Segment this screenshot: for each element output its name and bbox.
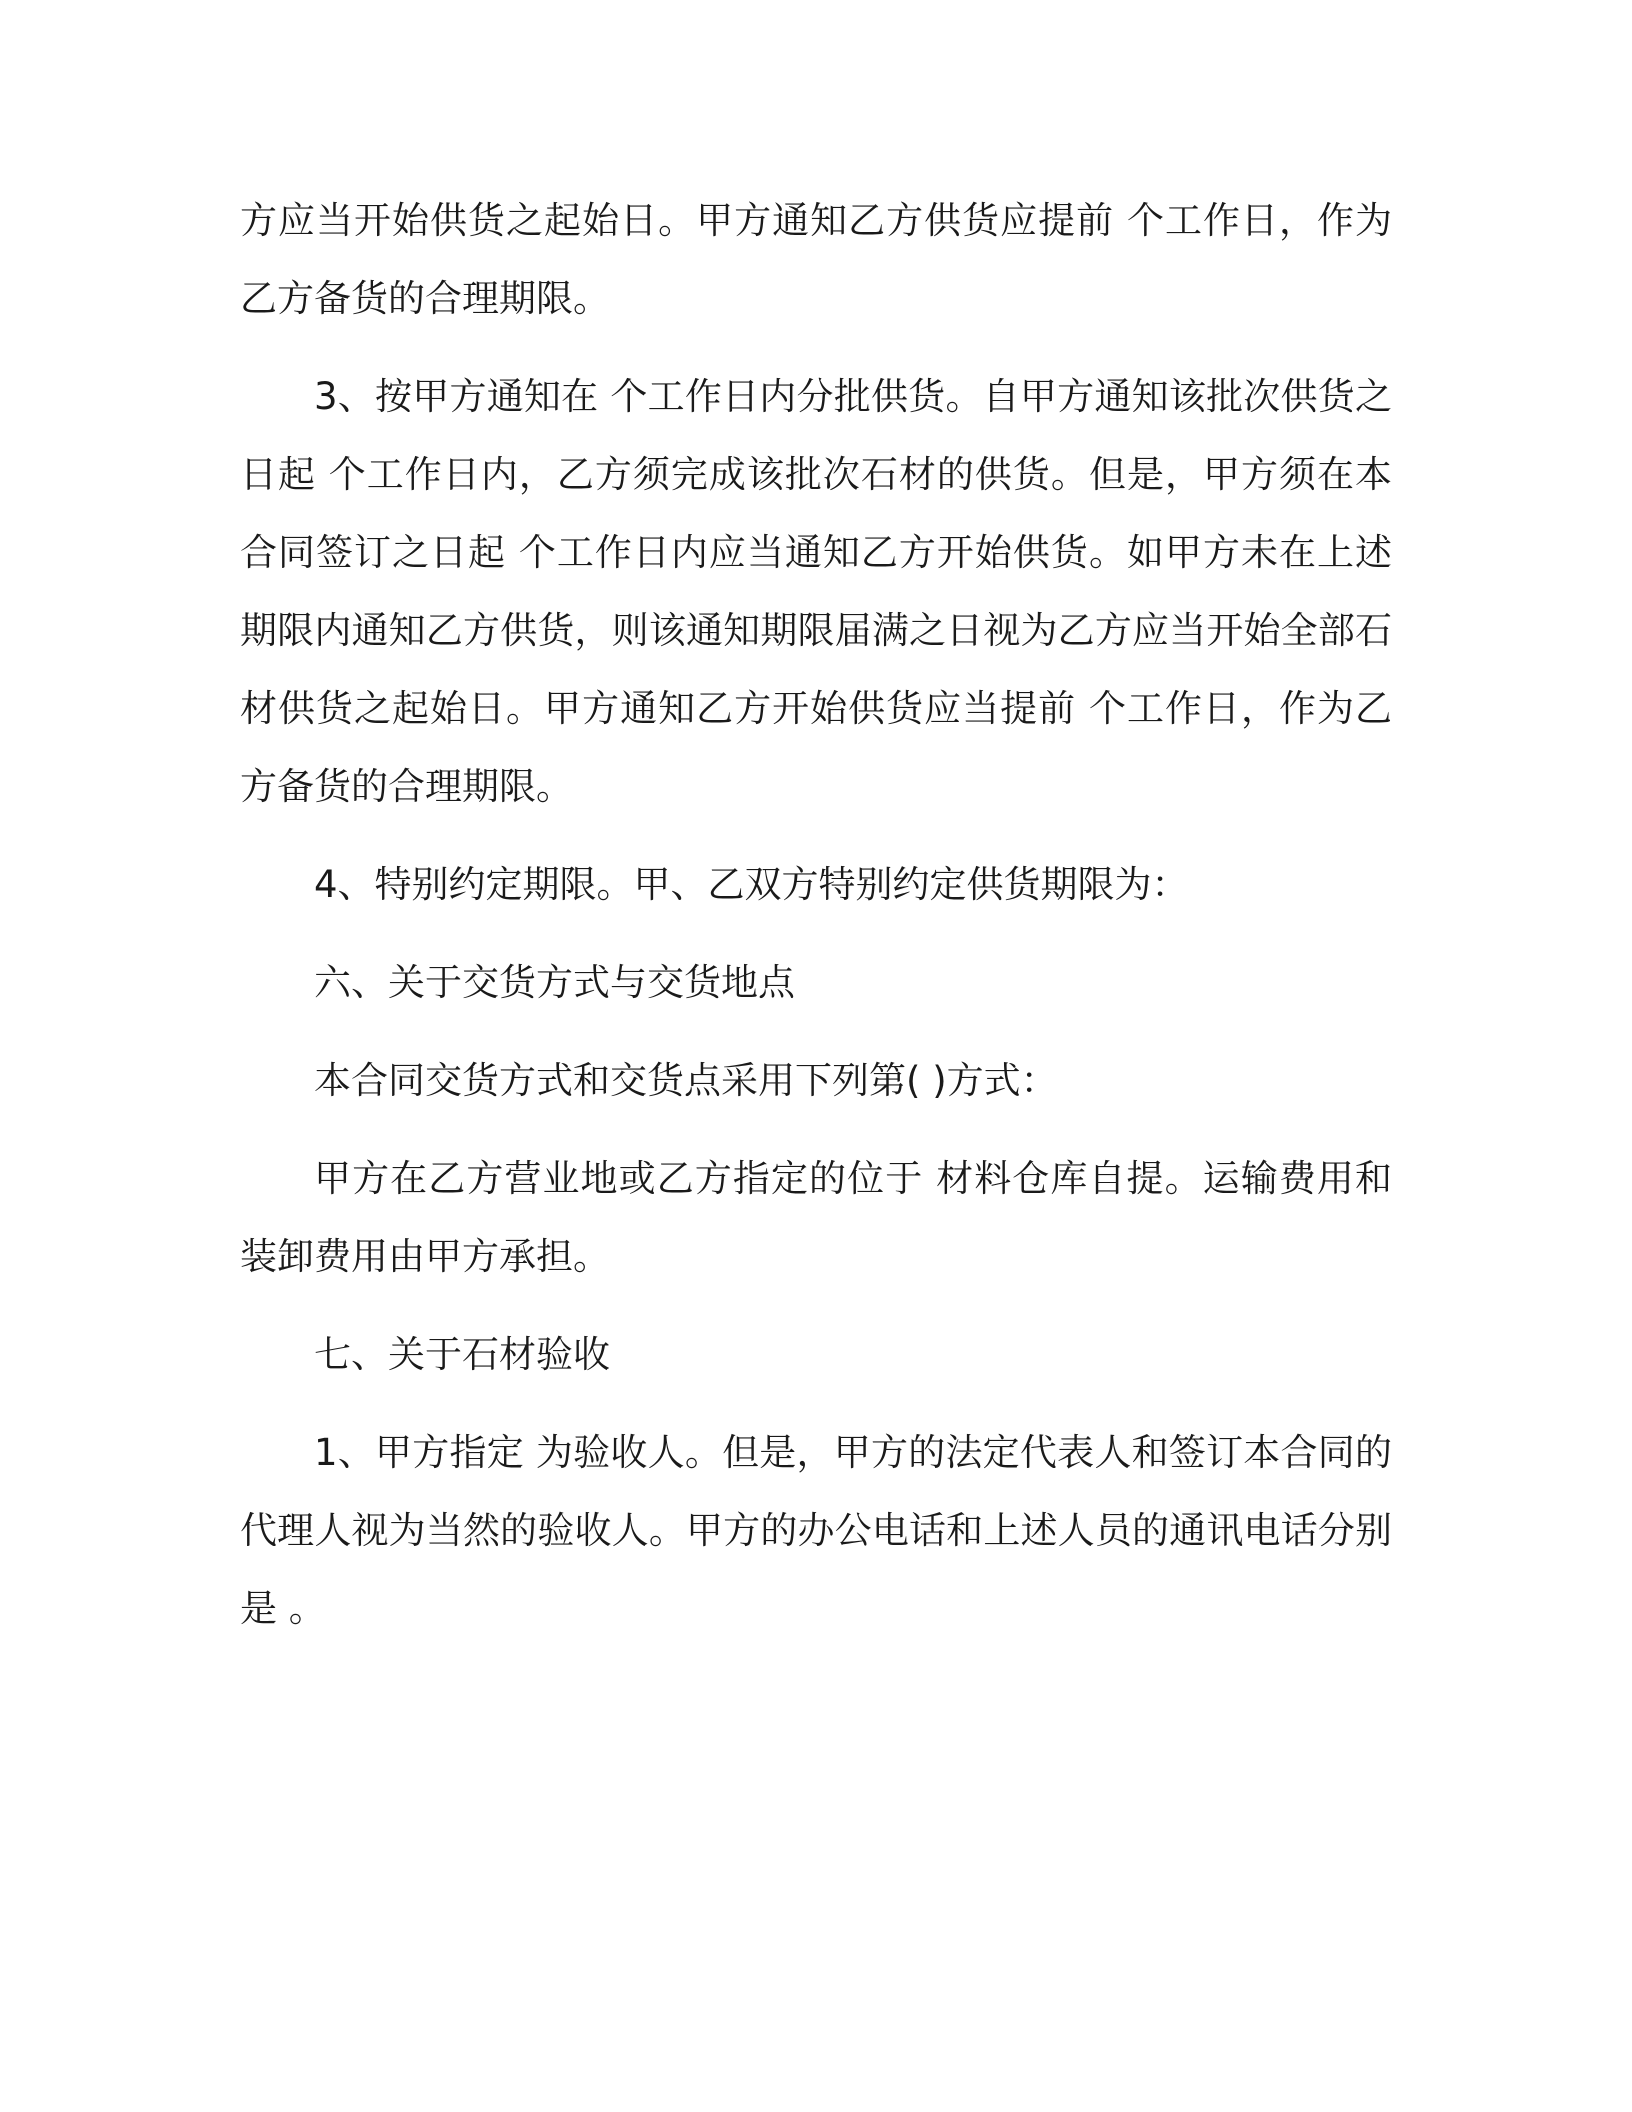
paragraph-acceptance-1: 1、甲方指定 为验收人。但是，甲方的法定代表人和签订本合同的代理人视为当然的验收人。甲方的办公电话和上述人员的通讯电话分别是 。 (240, 1431, 1392, 1630)
paragraph-self-pickup: 甲方在乙方营业地或乙方指定的位于 材料仓库自提。运输费用和装卸费用由甲方承担。 (240, 1157, 1392, 1278)
paragraph-delivery-method: 本合同交货方式和交货点采用下列第( )方式： (314, 1059, 1058, 1102)
section-heading-7: 七、关于石材验收 (314, 1333, 610, 1376)
paragraph-item-4: 4、特别约定期限。甲、乙双方特别约定供货期限为： (314, 863, 1189, 906)
section-heading-6: 六、关于交货方式与交货地点 (314, 961, 795, 1004)
document-body (240, 182, 1392, 1668)
paragraph-item-3: 3、按甲方通知在 个工作日内分批供货。自甲方通知该批次供货之日起 个工作日内，乙方须完成该批次石材的供货。但是，甲方须在本合同签订之日起 个工作日内应当通知乙方开始供货。如甲方未在上述期限内通知乙方供货，则该通知期限届满之日视为乙方应当开始全部石材供货之起始日。甲方通知乙方开始供货应当提前 个工作日，作为乙方备货的合理期限。 (240, 375, 1392, 808)
paragraph-continuation: 方应当开始供货之起始日。甲方通知乙方供货应提前 个工作日，作为乙方备货的合理期限。 (240, 199, 1392, 320)
